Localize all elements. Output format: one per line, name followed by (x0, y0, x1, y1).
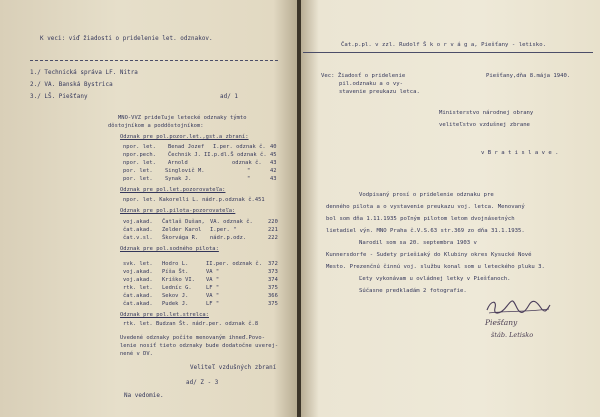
s1-row-num: 40 (270, 144, 277, 150)
recipient-3: 3./ LŠ. Piešťany (30, 94, 88, 100)
signature-place-1: Piešťany (485, 318, 518, 327)
body-line-6: Kunnersdorfe - Sudety priešiaký do Klubiny okres Kysucké Nové (326, 252, 532, 258)
s1-row-rank: npor. let. (123, 144, 156, 150)
s4-row-num: 366 (268, 293, 278, 299)
s4-row-name: Sekov J. (162, 293, 189, 299)
s1-row-rest: odznak č. (232, 160, 262, 166)
addressee-line-1: Ministerstvo národnej obrany (439, 110, 534, 116)
closing-line-1: Uvedené odznaky počíte menovaným ihneď.Povo- (120, 335, 265, 341)
s3-row-rest: I.per. " (210, 227, 237, 233)
section-4-title: Odznak pre pol.sodného pilota: (120, 246, 219, 252)
s4-row-name: Píša Št. (162, 269, 189, 275)
s4-row-rank: voj.akad. (123, 277, 153, 283)
s3-row-rest: nádr.p.odz. (210, 235, 247, 241)
s1-row-num: 43 (270, 176, 277, 182)
s4-row-rank: čat.akad. (123, 301, 153, 307)
section-5-title: Odznak pre pol.let.strelca: (120, 312, 209, 318)
s3-row-num: 220 (268, 219, 278, 225)
s4-row-name: Pudek J. (162, 301, 189, 307)
s1-row-rank: por. let. (123, 168, 153, 174)
body-line-8: Ľety vykonávam u ovládnej letky v Piešťanoch. (359, 276, 511, 282)
s1-row-name: Benad Jozef (168, 144, 205, 150)
s4-row-num: 372 (268, 261, 278, 267)
left-ref: ad/ 1 (220, 94, 238, 100)
right-header: Čat.p.pl. v zzl. Rudolf Š k o r v á g a, Piešťany - letisko. (341, 42, 547, 48)
recipient-2: 2./ VA. Banská Bystrica (30, 82, 113, 88)
left-subject: K veci: viď žiadosti o pridelenie let. odznakov. (40, 36, 213, 42)
subject-line-2: pil.odznaku a o vy- (339, 81, 403, 87)
s1-row-num: 42 (270, 168, 277, 174)
s4-row-rank: voj.akad. (123, 269, 153, 275)
s4-row-num: 374 (268, 277, 278, 283)
s1-row-num: 45 (270, 152, 277, 158)
recipient-1: 1./ Technická správa LF. Nitra (30, 70, 138, 76)
s1-row-name: Singlovič M. (165, 168, 205, 174)
s1-row-rest: " (247, 168, 251, 174)
s4-row-rest: VA " (206, 293, 220, 299)
s1-row-rest: I.per. odznak č. (213, 144, 266, 150)
s4-row-rest: LF " (206, 301, 220, 307)
s1-row-rank: npor.pech. (123, 152, 156, 158)
section-1-title: Odznak pre pol.pozor.let.,gst.a zbraní: (120, 134, 249, 140)
s1-row-rest: II.p.dl.Š odznak č. (204, 152, 267, 158)
s4-row-name: Kriško VI. (162, 277, 195, 283)
s4-row-num: 373 (268, 269, 278, 275)
signature-place-2: štáb. Letisko (491, 331, 534, 339)
s3-row-rank: voj.akad. (123, 219, 153, 225)
letter-date: Piešťany,dňa 8.mája 1940. (486, 73, 571, 79)
addressee-line-2: veliteľstvo vzdušnej zbrane (439, 122, 530, 128)
body-line-2: denného pilota a o vystavenie preukazu voj. letca. Menovaný (326, 204, 525, 210)
right-header-rule (303, 52, 593, 53)
s4-row-rest: II.per. odznak č. (206, 261, 263, 267)
body-line-1: Vodpisaný prosí o pridelenie odznaku pre (359, 192, 494, 198)
subject-line-1: Vec: Žiadosť o pridelenie (321, 73, 406, 79)
s1-row-rank: por. let. (123, 176, 153, 182)
body-line-4: lietadiel výn. MNO Praha č.V.S.63 str.369 zo dňa 31.1.1935. (326, 228, 525, 234)
intro-line-2: dôstojníkom a poddôstojníkom: (108, 123, 204, 129)
s4-row-name: Hodro L. (162, 261, 189, 267)
s3-row-name: Čatlaš Dušan, (162, 219, 205, 225)
s1-row-name: Synak J. (165, 176, 192, 182)
s4-row-rank: rtk. let. (123, 285, 153, 291)
s1-row-name: Arnold (168, 160, 188, 166)
body-line-9: Súčasne predkladám 2 fotografie. (359, 288, 467, 294)
s4-row-rest: VA " (206, 277, 220, 283)
s3-row-name: Zelder Karol (162, 227, 202, 233)
section-2-title: Odznak pre pol.let.pozorovateľa: (120, 187, 226, 193)
s3-row-num: 222 (268, 235, 278, 241)
s1-row-name: Čechnik J. (168, 152, 201, 158)
section-5-row: rtk. let. Budzan Št. nádr.per. odznak č.8 (123, 321, 259, 327)
section-2-row: npor. let. Kakorelli L. nádr.p.odznak č.451 (123, 197, 265, 203)
left-divider (30, 60, 278, 61)
left-signoff: Veliteľ vzdušných zbraní (190, 365, 277, 371)
left-note: Na vedomie. (124, 393, 164, 399)
intro-line-1: MNO-VVZ prideľuje letecké odznaky týmto (118, 115, 247, 121)
subject-line-3: stavenie preukazu letca. (339, 89, 420, 95)
s4-row-rest: VA " (206, 269, 220, 275)
s4-row-num: 375 (268, 301, 278, 307)
s4-row-num: 375 (268, 285, 278, 291)
s3-row-name: Škorvága R. (162, 235, 199, 241)
addressee-city: v B r a t i s l a v e . (481, 150, 559, 156)
s1-row-num: 43 (270, 160, 277, 166)
closing-line-2: lenie nosiť tieto odznaky bude dodatočne uverej- (120, 343, 279, 349)
s3-row-rank: čat.v.sl. (123, 235, 153, 241)
s4-row-rank: svk. let. (123, 261, 153, 267)
s4-row-rest: LF " (206, 285, 220, 291)
s3-row-num: 221 (268, 227, 278, 233)
s4-row-rank: čat.akad. (123, 293, 153, 299)
s1-row-rest: " (247, 176, 251, 182)
left-page (0, 0, 297, 417)
body-line-5: Narodil som sa 20. septembra 1903 v (359, 240, 477, 246)
body-line-7: Mesto. Prezenčnú činnú voj. službu konal som u leteckého pluku 3. (326, 264, 545, 270)
left-ref-2: ad/ Z - 3 (186, 380, 219, 386)
closing-line-3: nené v DV. (120, 351, 153, 357)
section-3-title: Odznak pre pol.pilota-pozorovateľa: (120, 208, 236, 214)
s1-row-rank: npor. let. (123, 160, 156, 166)
s4-row-name: Ledníc G. (162, 285, 192, 291)
right-page (301, 0, 600, 417)
body-line-3: bol som dňa 1.11.1935 poľným pilotom letom dvojnásetných (326, 216, 515, 222)
s3-row-rest: VA. odznak č. (210, 219, 253, 225)
s3-row-rank: čat.akad. (123, 227, 153, 233)
